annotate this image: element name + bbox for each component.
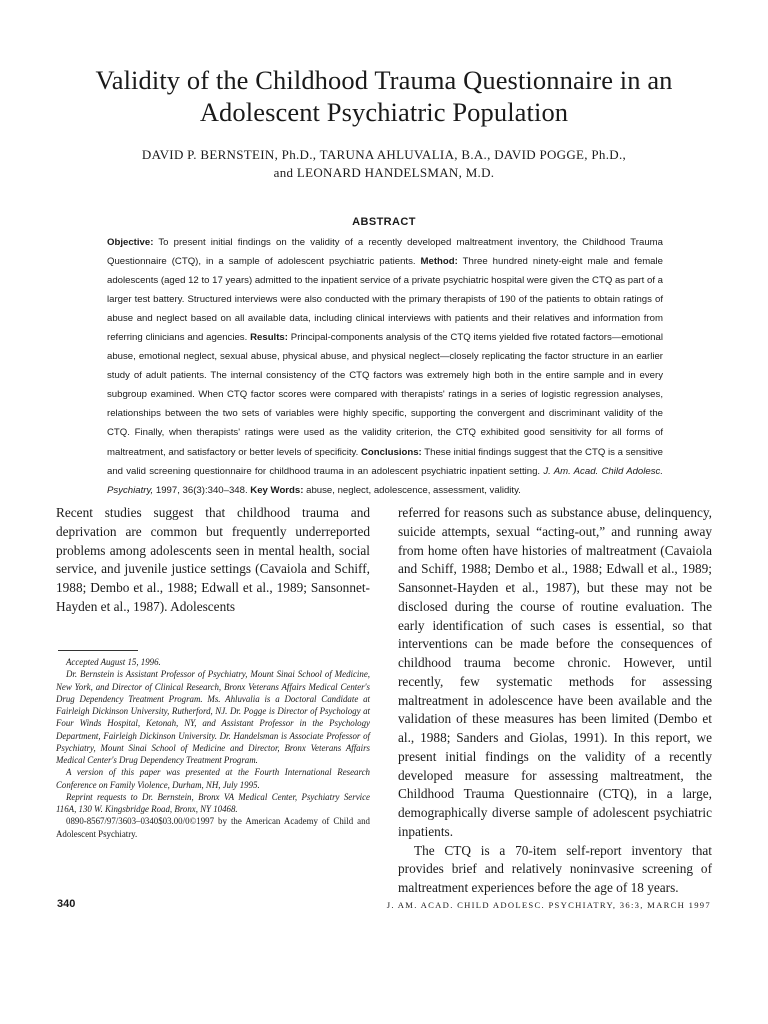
footnote-accepted: Accepted August 15, 1996. <box>66 657 161 667</box>
abstract-results-label: Results: <box>250 332 288 344</box>
title-line-1: Validity of the Childhood Trauma Questionnaire in an <box>95 65 673 95</box>
body-right-paragraph-2: The CTQ is a 70-item self-report inventory that provides brief and relatively noninvasive screening of maltreatment experiences before the age of 18 years. <box>398 842 712 895</box>
title-line-2: Adolescent Psychiatric Population <box>199 97 569 127</box>
abstract-keywords-text: abuse, neglect, adolescence, assessment, validity. <box>303 484 521 496</box>
body-right-paragraph-1: referred for reasons such as substance abuse, delinquency, suicide attempts, sexual “acting-out,” and running away from home often have histories of maltreatment (Cavaiola and Schiff, 1988; Dembo et al., 1988; Edwall et al., 1989; Sansonnet-Hayden et al., 1987), but these may not be disclosed during the course of routine evaluation. The early identification of such cases is essential, so that interventions can be made before the consequences of childhood trauma become chronic. However, until recently, few systematic methods for assessing maltreatment in adolescence have been available and the validation of these measures has been limited (Dembo et al., 1988; Sanders and Giolas, 1991). In this report, we present initial findings on the validity of a recently developed measure for assessing maltreatment, the Childhood Trauma Questionnaire (CTQ), in a large, demographically diverse sample of adolescent psychiatric inpatients. <box>398 505 712 839</box>
body-left-column: Recent studies suggest that childhood trauma and deprivation are common but frequently underreported problems among adolescents seen in mental health, social service, and juvenile justice settings (Cavaiola and Schiff, 1988; Dembo et al., 1988; Edwall et al., 1989; Sansonnet-Hayden et al., 1987). Adolescents <box>56 505 370 614</box>
abstract-objective-label: Objective: <box>107 237 154 248</box>
abstract-body <box>107 233 663 500</box>
footnote-copyright: 0890-8567/97/3603–0340$03.00/0©1997 by the American Academy of Child and Adolescent Psychiatry. <box>56 816 370 839</box>
abstract-results-text: Principal-components analysis of the CTQ items yielded five rotated factors—emotional abuse, emotional neglect, sexual abuse, physical abuse, and physical neglect—closely replicating the factor structure in an earlier study of adult patients. The internal consistency of the CTQ factors was extremely high both in the entire sample and in every subgroup examined. When CTQ factor scores were compared with therapists' ratings in a series of logistic regression analyses, relationships between the two sets of variables were highly specific, supporting the convergent and discriminant validity of the CTQ. Finally, when therapists' ratings were used as the validity criterion, the CTQ exhibited good sensitivity for all forms of maltreatment, and satisfactory or better levels of specificity. <box>107 332 663 458</box>
body-right-column <box>398 504 712 898</box>
running-footer: J. AM. ACAD. CHILD ADOLESC. PSYCHIATRY, 36:3, MARCH 1997 <box>386 900 711 910</box>
footnote-reprints: Reprint requests to Dr. Bernstein, Bronx VA Medical Center, Psychiatry Service 116A, 130 W. Kingsbridge Road, Bronx, NY 10468. <box>56 791 370 814</box>
paper-title <box>40 64 728 128</box>
abstract-method-label: Method: <box>420 256 458 268</box>
footnote-presented: A version of this paper was presented at the Fourth International Research Conference on Family Violence, Durham, NH, July 1995. <box>56 767 370 790</box>
footnote-affiliations: Dr. Bernstein is Assistant Professor of Psychiatry, Mount Sinai School of Medicine, New York, and Director of Clinical Research, Bronx Veterans Affairs Medical Center's Drug Dependency Treatment Program. Ms. Ahluvalia is a Doctoral Candidate at Fairleigh Dickinson University, Rutherford, NJ. Dr. Pogge is Director of Psychology at Four Winds Hospital, Ketonah, NY, and Assistant Professor in the Psychology Department, Fairleigh Dickinson University. Dr. Handelsman is Associate Professor of Psychiatry, Mount Sinai School of Medicine and Director, Bronx Veterans Affairs Medical Center's Drug Dependency Treatment Program. <box>56 669 370 765</box>
abstract-conclusions-label: Conclusions: <box>360 446 422 458</box>
authors-line-1: DAVID P. BERNSTEIN, Ph.D., TARUNA AHLUVALIA, B.A., DAVID POGGE, Ph.D., <box>141 147 627 162</box>
abstract-journal-ref: J. Am. Acad. Child Adolesc. Psychiatry, <box>107 465 663 496</box>
abstract-conclusions-text: These initial findings suggest that the CTQ is a sensitive and valid screening questionnaire for childhood trauma in an adolescent psychiatric inpatient setting. <box>107 446 664 477</box>
page-number: 340 <box>57 898 76 910</box>
footnotes <box>56 656 370 840</box>
author-list <box>40 146 728 182</box>
abstract-objective-text: To present initial findings on the validity of a recently developed maltreatment inventory, the Childhood Trauma Questionnaire (CTQ), in a sample of adolescent psychiatric patients. <box>107 237 663 268</box>
abstract-heading: ABSTRACT <box>352 216 416 228</box>
authors-line-2: and LEONARD HANDELSMAN, M.D. <box>273 165 495 180</box>
abstract-method-text: Three hundred ninety-eight male and female adolescents (aged 12 to 17 years) admitted to the inpatient service of a private psychiatric hospital were given the CTQ as part of a larger test battery. Structured interviews were also conducted with the primary therapists of 190 of the patients to obtain ratings of abuse and neglect based on all available data, including clinical interviews with patients and their relatives and information from referring clinicians and agencies. <box>107 256 663 344</box>
abstract-citation: 1997, 36(3):340–348. <box>153 484 251 496</box>
abstract-keywords-label: Key Words: <box>250 484 304 496</box>
footnote-divider <box>58 650 138 651</box>
